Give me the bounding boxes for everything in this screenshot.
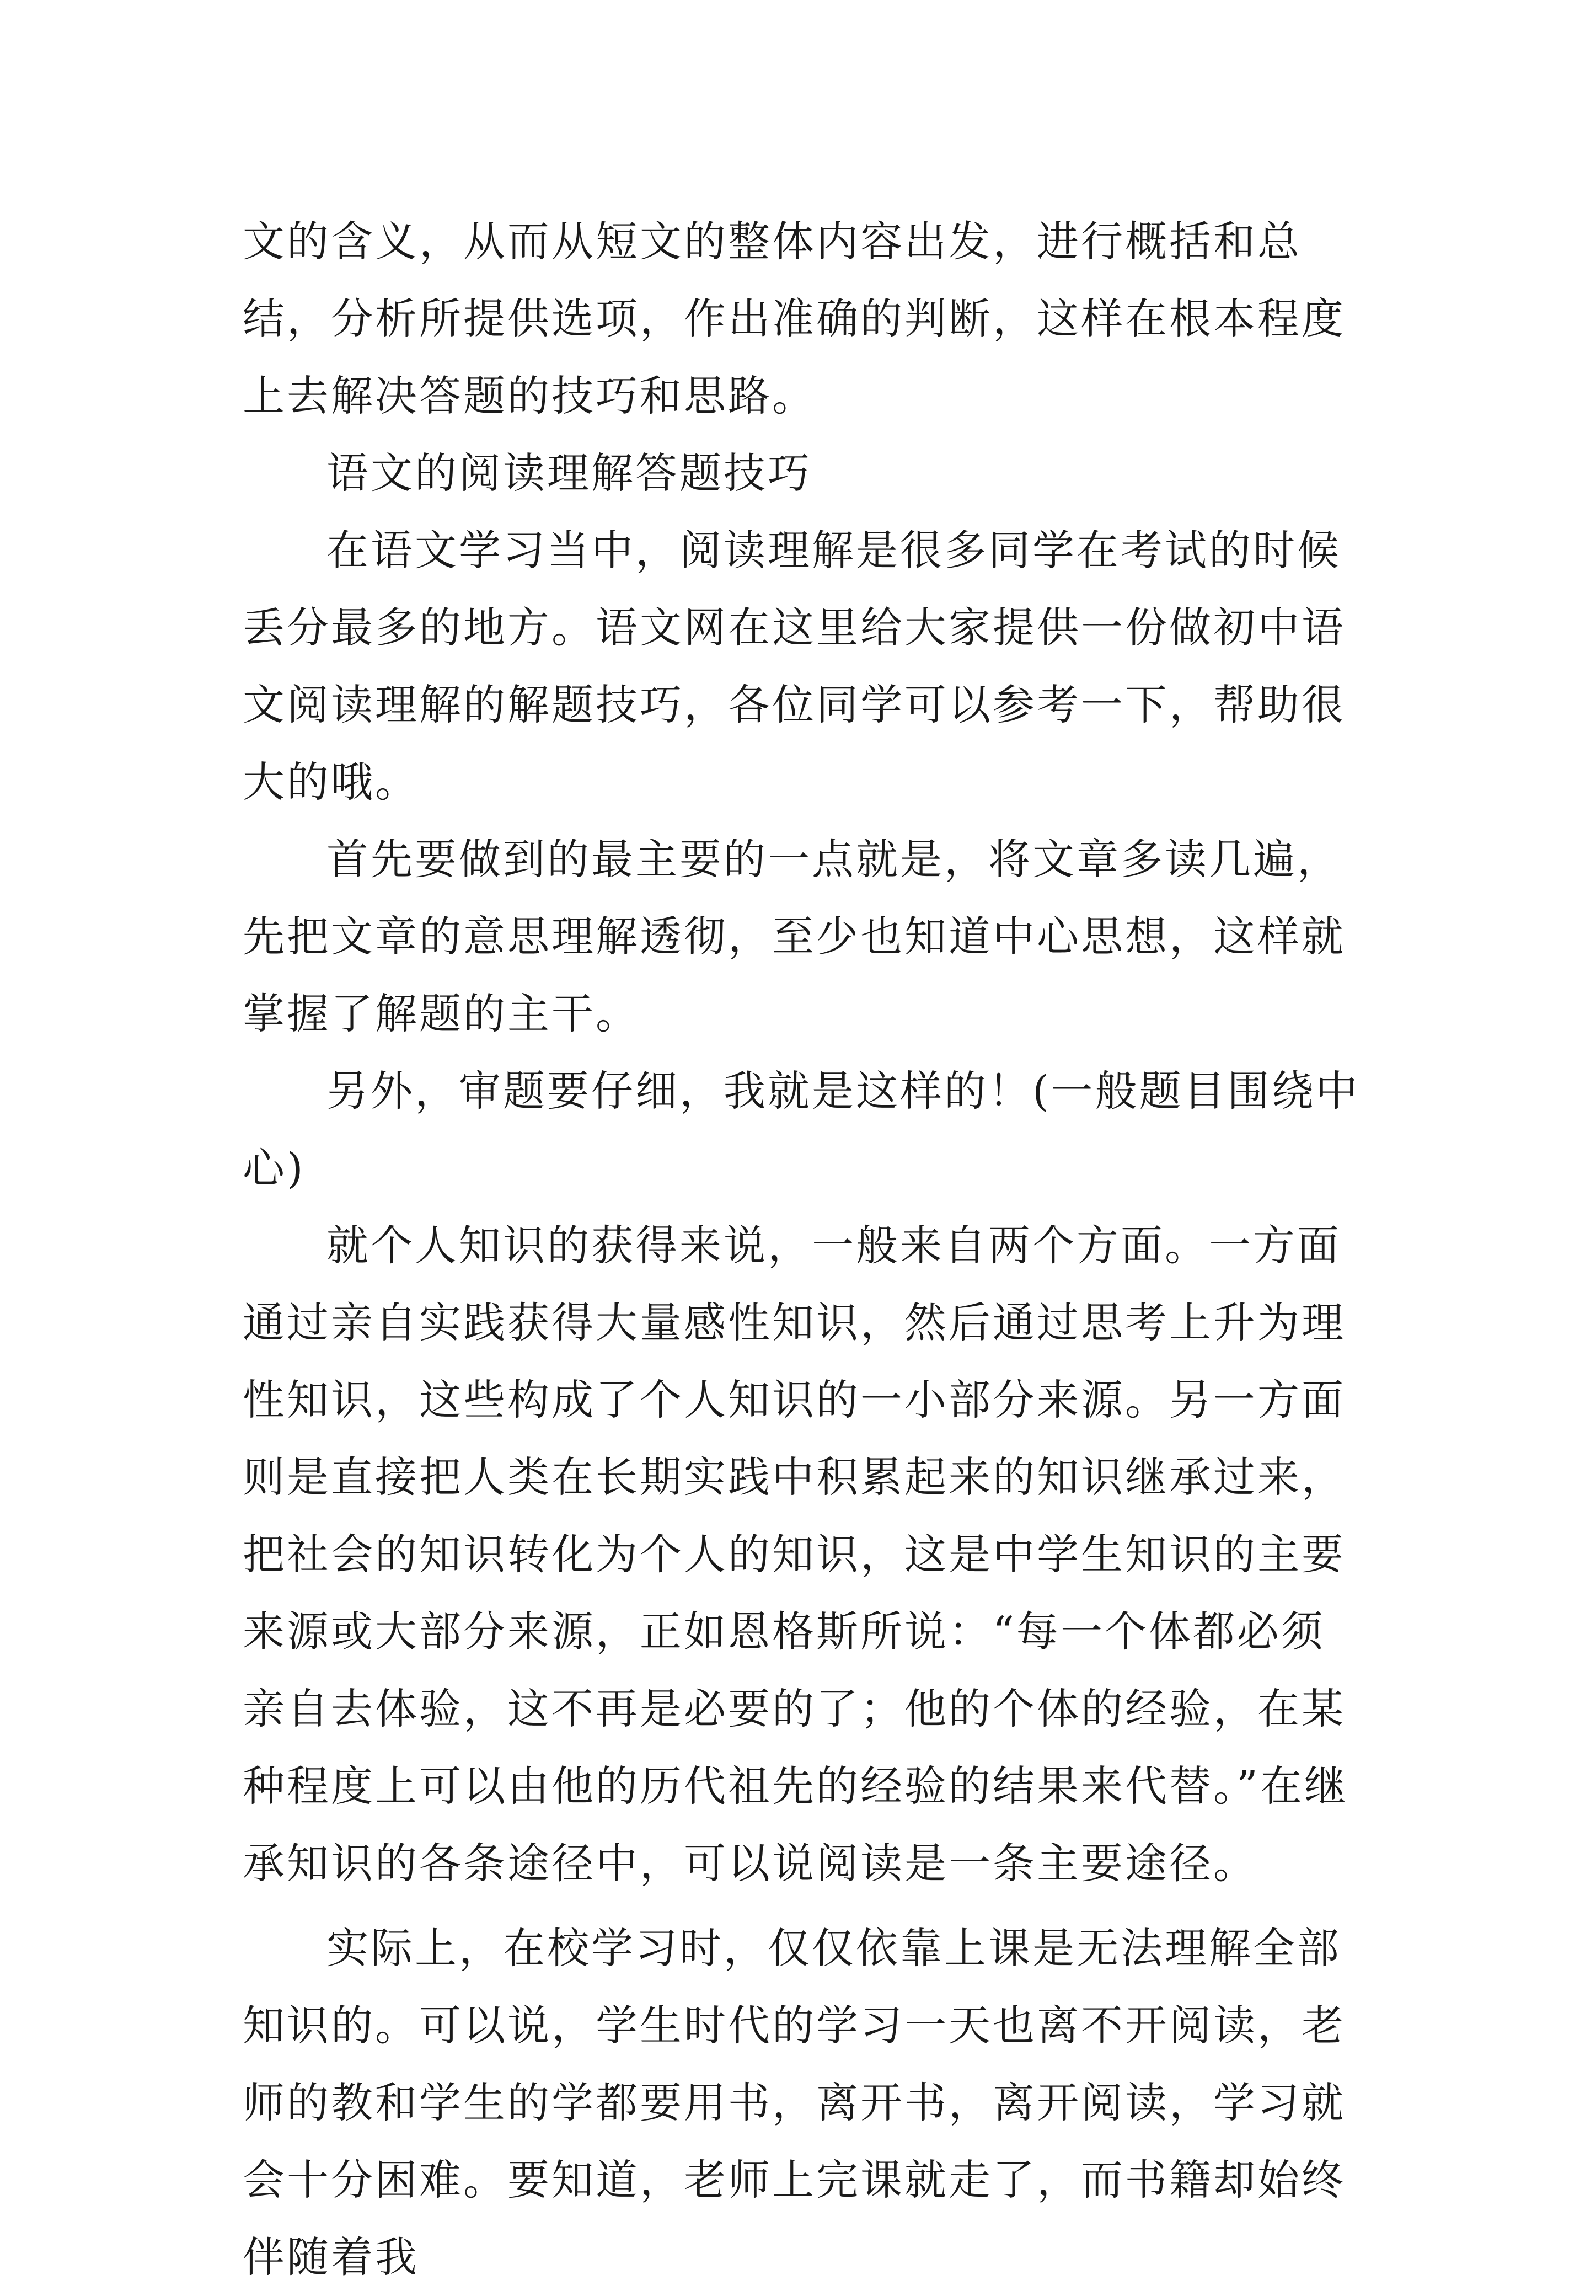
section-heading: 语文的阅读理解答题技巧 — [326, 448, 812, 498]
paragraph-continuation: 文的含义，从而从短文的整体内容出发，进行概括和总结，分析所提供选项，作出准确的判断，这样在根本程度上去解决答题的技巧和思路。 — [243, 217, 1346, 420]
paragraph-intro: 在语文学习当中，阅读理解是很多同学在考试的时候丢分最多的地方。语文网在这里给大家提供一份做初中语文阅读理解的解题技巧，各位同学可以参考一下，帮助很大的哦。 — [243, 526, 1346, 807]
paragraph-knowledge-sources: 就个人知识的获得来说，一般来自两个方面。一方面通过亲自实践获得大量感性知识，然后通过思考上升为理性知识，这些构成了个人知识的一小部分来源。另一方面则是直接把人类在长期实践中积累起来的知识继承过来，把社会的知识转化为个人的知识，这是中学生知识的主要来源或大部分来源，正如恩格斯所说：“每一个体都必须亲自去体验，这不再是必要的了；他的个体的经验，在某种程度上可以由他的历代祖先的经验的结果来代替。”在继承知识的各条途径中，可以说阅读是一条主要途径。 — [243, 1221, 1348, 1888]
paragraph-review-question: 另外，审题要仔细，我就是这样的！(一般题目围绕中心) — [243, 1066, 1360, 1193]
paragraph-read-first: 首先要做到的最主要的一点就是，将文章多读几遍，先把文章的意思理解透彻，至少也知道中心思想，这样就掌握了解题的主干。 — [243, 835, 1346, 1038]
document-body — [243, 203, 1362, 2296]
paragraph-school-study: 实际上，在校学习时，仅仅依靠上课是无法理解全部知识的。可以说，学生时代的学习一天也离不开阅读，老师的教和学生的学都要用书，离开书，离开阅读，学习就会十分困难。要知道，老师上完课就走了，而书籍却始终伴随着我 — [243, 1924, 1346, 2282]
